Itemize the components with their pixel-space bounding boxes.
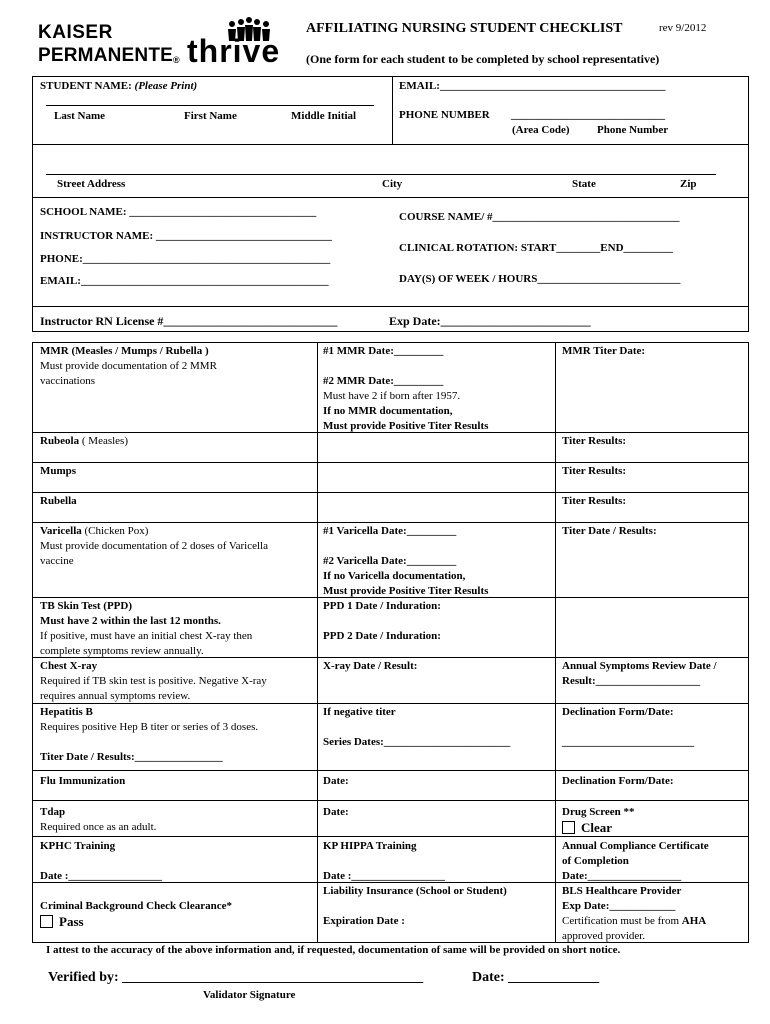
tdap-description (40, 805, 156, 835)
row-divider (32, 770, 749, 771)
school-email-field[interactable]: EMAIL:_____________________________________________ (40, 275, 329, 287)
thrive-logo: thrive (187, 33, 281, 69)
annual-symptoms-blank: Result:___________________ (562, 675, 701, 687)
tb-description (40, 599, 252, 659)
varicella-title: Varicella (40, 525, 82, 537)
drug-screen-clear (562, 820, 612, 836)
varicella-rule: If no Varicella documentation, (323, 570, 466, 582)
license-exp-date-field[interactable]: Exp Date:_________________________ (389, 314, 591, 328)
drug-screen-label: Drug Screen ** (562, 806, 635, 818)
rubeola-label (40, 434, 128, 449)
form-title: AFFILIATING NURSING STUDENT CHECKLIST (306, 21, 623, 36)
row-divider (32, 462, 749, 463)
student-name-text: STUDENT NAME: (40, 80, 132, 92)
tb-rule: Must have 2 within the last 12 months. (40, 615, 221, 627)
varicella-sub: (Chicken Pox) (84, 525, 149, 537)
mmr-date-2-field[interactable]: #2 MMR Date:_________ (323, 375, 444, 387)
form-subtitle: (One form for each student to be completed by school representative) (306, 52, 660, 66)
mmr-note: vaccinations (40, 375, 95, 387)
hippa-date-field[interactable]: Date :_________________ (323, 870, 445, 882)
state-label: State (572, 178, 596, 190)
bls-aha: AHA (681, 915, 707, 927)
rubeola-sub: ( Measles) (81, 435, 128, 447)
city-label: City (382, 178, 403, 190)
mmr-date-1-field[interactable]: #1 MMR Date:_________ (323, 345, 444, 357)
rubeola-title: Rubeola (40, 435, 80, 447)
tdap-note: Required once as an adult. (40, 821, 157, 833)
divider (32, 144, 749, 145)
bls-label: BLS Healthcare Provider (562, 885, 682, 897)
please-print-hint: (Please Print) (134, 80, 198, 92)
hepb-declination-label: Declination Form/Date: (562, 706, 674, 718)
flu-date-field[interactable]: Date: (323, 775, 349, 787)
xray-note: Required if TB skin test is positive. Negative X-ray (40, 675, 267, 687)
row-divider (32, 522, 749, 523)
ppd-2-field[interactable]: PPD 2 Date / Induration: (323, 630, 441, 642)
liability-exp-field[interactable]: Expiration Date : (323, 915, 405, 927)
varicella-titer-field[interactable]: Titer Date / Results: (562, 525, 657, 537)
tb-note: If positive, must have an initial chest X-ray then (40, 630, 253, 642)
attestation-text: I attest to the accuracy of the above information and, if requested, documentation of same will be provided on short notice. (46, 944, 621, 956)
divider (32, 197, 749, 198)
street-address-label: Street Address (57, 178, 126, 190)
annual-symptoms-label: Annual Symptoms Review Date / (562, 660, 717, 672)
kaiser-logo-line1: KAISER (38, 22, 113, 43)
clear-label: Clear (581, 820, 613, 835)
mmr-dates (323, 344, 488, 434)
registered-mark: ® (173, 55, 180, 65)
xray-description (40, 659, 267, 704)
xray-date-field[interactable]: X-ray Date / Result: (323, 660, 418, 672)
tdap-date-field[interactable]: Date: (323, 806, 349, 818)
criminal-check-label: Criminal Background Check Clearance* (40, 900, 232, 912)
rn-license-field[interactable]: Instructor RN License #_____________________________ (40, 314, 338, 328)
varicella-date-2-field[interactable]: #2 Varicella Date:_________ (323, 555, 457, 567)
revision-label: rev 9/2012 (659, 22, 707, 34)
bls-exp-field[interactable]: Exp Date:____________ (562, 900, 676, 912)
rubella-titer-field[interactable]: Titer Results: (562, 495, 627, 507)
mmr-rule: Must have 2 if born after 1957. (323, 390, 461, 402)
bls-note (562, 914, 706, 929)
row-divider (32, 836, 749, 837)
hepb-negative-label: If negative titer (323, 706, 396, 718)
annual-symptoms-field[interactable] (562, 659, 717, 689)
rubeola-titer-field[interactable]: Titer Results: (562, 435, 627, 447)
clinical-rotation-field[interactable]: CLINICAL ROTATION: START________END_________ (399, 242, 674, 254)
clear-checkbox[interactable] (562, 821, 575, 834)
compliance-label: Annual Compliance Certificate (562, 840, 709, 852)
days-hours-field[interactable]: DAY(S) OF WEEK / HOURS__________________________ (399, 273, 681, 285)
validator-signature-label: Validator Signature (203, 989, 296, 1001)
school-phone-field[interactable]: PHONE:_____________________________________________ (40, 253, 331, 265)
mmr-title: MMR (Measles / Mumps / Rubella ) (40, 345, 209, 357)
hepb-note: Requires positive Hep B titer or series of 3 doses. (40, 721, 259, 733)
xray-note: requires annual symptoms review. (40, 690, 191, 702)
hepb-description (40, 705, 258, 735)
mmr-description (40, 344, 217, 389)
tb-note: complete symptoms review annually. (40, 645, 204, 657)
student-name-field[interactable] (46, 105, 374, 106)
area-code-label: (Area Code) (512, 124, 570, 136)
instructor-name-field[interactable]: INSTRUCTOR NAME: ________________________________ (40, 230, 332, 242)
student-email-field[interactable]: EMAIL:_________________________________________ (399, 80, 666, 92)
liability-label: Liability Insurance (School or Student) (323, 885, 507, 897)
mmr-rule: If no MMR documentation, (323, 405, 453, 417)
kphc-date-field[interactable]: Date :_________________ (40, 870, 162, 882)
pass-checkbox[interactable] (40, 915, 53, 928)
hepb-title: Hepatitis B (40, 706, 93, 718)
compliance-label: of Completion (562, 855, 629, 867)
mmr-note: Must provide documentation of 2 MMR (40, 360, 217, 372)
hepb-declination-field[interactable]: ________________________ (562, 736, 694, 748)
mmr-rule: Must provide Positive Titer Results (323, 420, 489, 432)
flu-declination-field[interactable]: Declination Form/Date: (562, 775, 674, 787)
hepb-titer-field[interactable]: Titer Date / Results:________________ (40, 751, 223, 763)
ppd-1-field[interactable]: PPD 1 Date / Induration: (323, 600, 441, 612)
flu-label: Flu Immunization (40, 775, 126, 787)
mmr-titer-date-field[interactable]: MMR Titer Date: (562, 345, 646, 357)
criminal-pass (40, 914, 84, 930)
varicella-note: Must provide documentation of 2 doses of Varicella (40, 540, 268, 552)
xray-title: Chest X-ray (40, 660, 98, 672)
varicella-rule: Must provide Positive Titer Results (323, 585, 489, 597)
verified-by-field[interactable]: Verified by: ___________________________________________ (48, 970, 424, 985)
divider (32, 306, 749, 307)
row-divider (32, 800, 749, 801)
kaiser-logo-text: PERMANENTE (38, 45, 174, 66)
varicella-note: vaccine (40, 555, 74, 567)
mumps-titer-field[interactable]: Titer Results: (562, 465, 627, 477)
mumps-label: Mumps (40, 465, 77, 477)
compliance-certificate (562, 839, 709, 884)
phone-number-field[interactable]: ____________________________ (511, 109, 665, 121)
varicella-dates (323, 524, 488, 599)
hepb-series-field[interactable]: Series Dates:_______________________ (323, 736, 511, 748)
compliance-date-field[interactable]: Date:_________________ (562, 870, 682, 882)
kphc-label: KPHC Training (40, 840, 116, 852)
hippa-label: KP HIPPA Training (323, 840, 417, 852)
row-divider (32, 492, 749, 493)
first-name-label: First Name (184, 110, 237, 122)
student-name-label (40, 80, 197, 92)
tdap-title: Tdap (40, 806, 66, 818)
phone-sub-label: Phone Number (597, 124, 669, 136)
kaiser-logo-line2 (38, 45, 180, 67)
address-field[interactable] (46, 174, 716, 175)
bls-note: approved provider. (562, 930, 646, 942)
varicella-date-1-field[interactable]: #1 Varicella Date:_________ (323, 525, 457, 537)
pass-label: Pass (59, 914, 84, 929)
last-name-label: Last Name (54, 110, 106, 122)
tb-title: TB Skin Test (PPD) (40, 600, 132, 612)
phone-number-label: PHONE NUMBER (399, 109, 490, 121)
course-name-field[interactable]: COURSE NAME/ #__________________________________ (399, 211, 680, 223)
rubella-label: Rubella (40, 495, 77, 507)
zip-label: Zip (680, 178, 697, 190)
verified-date-field[interactable]: Date: _____________ (472, 970, 600, 985)
bls-cell (562, 884, 706, 944)
varicella-description (40, 524, 268, 569)
middle-initial-label: Middle Initial (291, 110, 357, 122)
school-name-field[interactable]: SCHOOL NAME: __________________________________ (40, 206, 317, 218)
bls-note-text: Certification must be from (562, 915, 679, 927)
divider (392, 76, 393, 144)
